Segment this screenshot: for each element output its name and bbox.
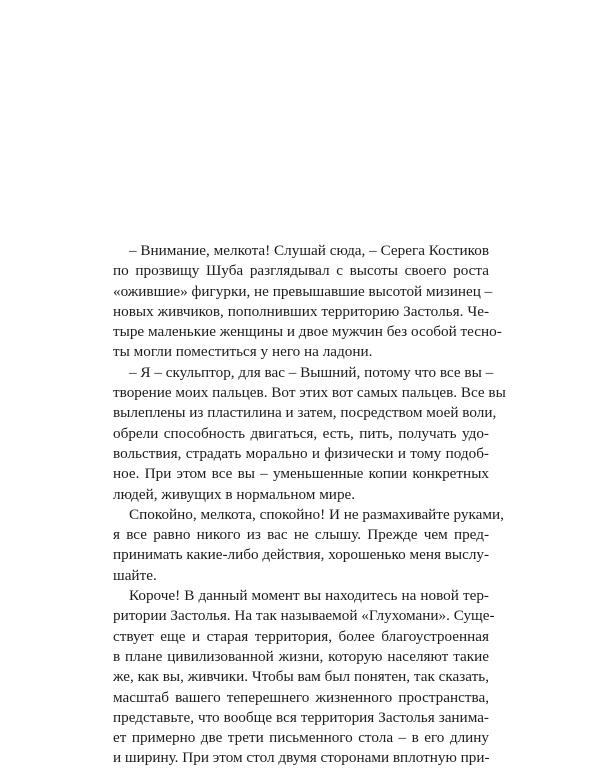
text-line: – Я – скульптор, для вас – Вышний, потому что все вы –	[129, 363, 494, 381]
body-text	[113, 241, 506, 769]
text-line: обрели способность двигаться, есть, пить, получать удо-	[113, 424, 489, 442]
text-line: ты могли поместиться у него на ладони.	[113, 343, 373, 361]
text-line: ствует еще и старая территория, более благоустроенная	[113, 627, 489, 645]
text-line: творение моих пальцев. Вот этих вот самых пальцев. Все вы	[113, 384, 506, 402]
text-line: по прозвищу Шуба разглядывал с высоты своего роста	[113, 262, 489, 280]
paragraph	[113, 505, 504, 586]
text-line: людей, живущих в нормальном мире.	[113, 485, 356, 503]
text-line: же, как вы, живчики. Чтобы вам был понятен, так сказать,	[113, 668, 489, 686]
text-line: шайте.	[113, 566, 157, 584]
text-line: ритории Застолья. На так называемой «Глухомани». Суще-	[113, 607, 495, 625]
text-line: и ширину. При этом стол двумя сторонами вплотную при-	[113, 749, 490, 767]
text-line: ет примерно две трети письменного стола – в его длину	[113, 729, 489, 747]
text-line: вольствия, страдать морально и физически и тому подоб-	[113, 444, 489, 462]
text-line: «ожившие» фигурки, не превышавшие высотой мизинец –	[113, 282, 493, 300]
text-line: тыре маленькие женщины и двое мужчин без особой тесно-	[113, 323, 502, 341]
text-line: ное. При этом все вы – уменьшенные копии конкретных	[113, 465, 489, 483]
text-line: в плане цивилизованной жизни, которую населяют такие	[113, 647, 489, 665]
paragraph	[113, 586, 495, 769]
text-line: Спокойно, мелкота, спокойно! И не размахивайте руками,	[129, 505, 504, 523]
text-line: Короче! В данный момент вы находитесь на новой тер-	[129, 587, 489, 605]
text-line: масштаб вашего теперешнего жизненного пространства,	[113, 688, 489, 706]
text-line: я все равно никого из вас не слышу. Прежде чем пред-	[113, 526, 489, 544]
paragraph	[113, 363, 506, 505]
text-line: новых живчиков, пополнивших территорию Застолья. Че-	[113, 302, 489, 320]
paragraph	[113, 241, 502, 363]
text-line: представьте, что вообще вся территория Застолья занима-	[113, 708, 489, 726]
text-line: – Внимание, мелкота! Слушай сюда, – Серега Костиков	[129, 242, 489, 259]
text-line: вылеплены из пластилина и затем, посредством моей воли,	[113, 404, 497, 422]
text-line: принимать какие-либо действия, хорошенько меня выслу-	[113, 546, 490, 564]
